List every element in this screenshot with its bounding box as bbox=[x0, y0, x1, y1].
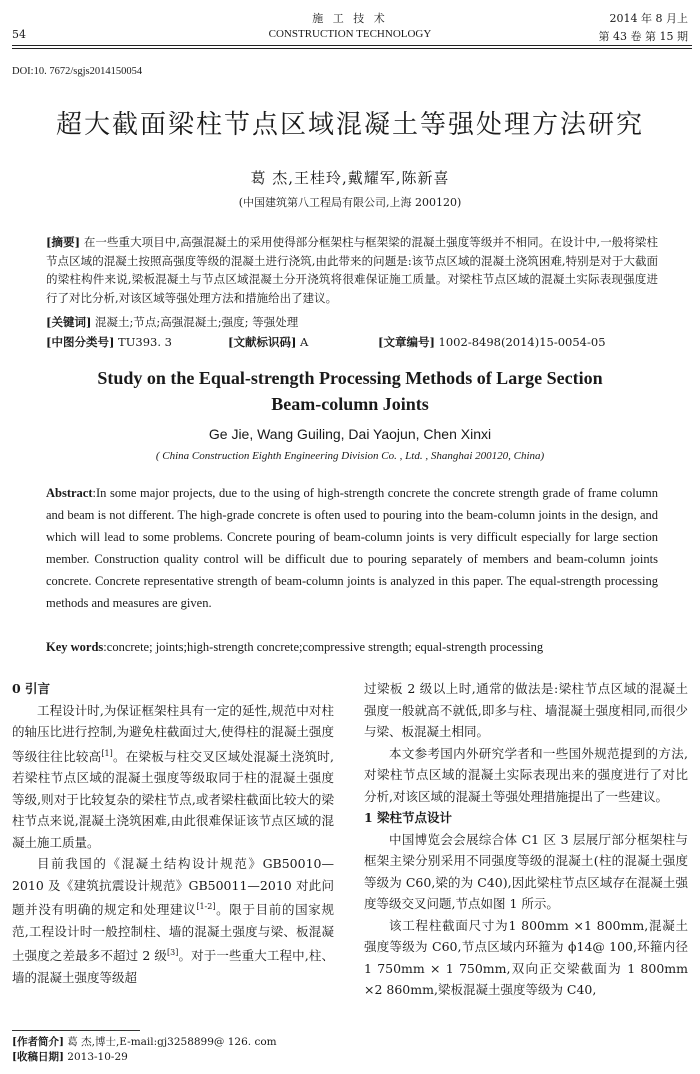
citation-1-2: [1-2] bbox=[196, 902, 216, 912]
abstract-cn-label: [摘要] bbox=[46, 235, 81, 249]
doi: DOI:10. 7672/sgjs2014150054 bbox=[12, 66, 143, 77]
doc-code-value: A bbox=[300, 335, 309, 349]
right-paragraph-1: 过梁板 2 级以上时,通常的做法是:梁柱节点区域的混凝土强度一般就高不就低,即多与柱、墙混凝土强度相同,而很少与梁、板混凝土相同。 bbox=[364, 681, 688, 739]
footnote-author-label: [作者简介] bbox=[12, 1036, 64, 1048]
footnote-received-text: 2013-10-29 bbox=[67, 1051, 128, 1063]
clc-value: TU393. 3 bbox=[118, 335, 172, 349]
intro-p2-b: 。限于目前的国家规范,工程设计时一般控制柱、墙的混凝土强度与梁、板混凝土强度之差最多不超过 2 级 bbox=[12, 902, 334, 964]
journal-name-cn: 施 工 技 术 bbox=[312, 12, 388, 25]
footnote-received bbox=[12, 1050, 334, 1065]
section-0-title: 0 引言 bbox=[12, 681, 51, 696]
abstract-en-label: Abstract bbox=[46, 486, 93, 500]
clc-label: [中图分类号] bbox=[46, 335, 115, 349]
doc-code-label: [文献标识码] bbox=[228, 335, 297, 349]
keywords-cn-text: 混凝土;节点;高强混凝土;强度; 等强处理 bbox=[95, 315, 299, 329]
issue-date: 2014 年 8 月上 bbox=[609, 12, 688, 25]
authors-cn: 葛 杰,王桂玲,戴耀军,陈新喜 bbox=[250, 169, 450, 187]
article-number bbox=[378, 334, 606, 350]
right-paragraph-2: 本文参考国内外研究学者和一些国外规范提到的方法,对梁柱节点区域的混凝土实际表现出来的强度进行了对比分析,对该区域的混凝土等强处理措施提出了一些建议。 bbox=[364, 745, 688, 804]
right-column bbox=[364, 678, 688, 1001]
abstract-cn-text: 在一些重大项目中,高强混凝土的采用使得部分框架柱与框架梁的混凝土强度等级并不相同。在设计中,一般将梁柱节点区域的混凝土按照高强度等级的混凝土进行浇筑,由此带来的问题是:该节点区域的混凝土浇筑困难,特别是对于大截面的梁柱构件来说,梁板混凝土与节点区域混凝土分开浇筑将很难保证施工质量。对梁柱节点区域的混凝土实际表现强度进行了对比分析,对该区域等强处理方法和措施给出了建议。 bbox=[46, 235, 659, 305]
keywords-en-text: :concrete; joints;high-strength concrete;compressive strength; equal-strength processing bbox=[103, 640, 544, 654]
title-en-line2: Beam-column Joints bbox=[271, 394, 429, 414]
intro-paragraph-1 bbox=[12, 700, 334, 854]
affiliation-en: ( China Construction Eighth Engineering Division Co. , Ltd. , Shanghai 200120, China) bbox=[155, 450, 545, 462]
footnote-rule bbox=[12, 1030, 140, 1031]
intro-paragraph-2 bbox=[12, 853, 334, 988]
keywords-en bbox=[46, 636, 658, 658]
keywords-cn-label: [关键词] bbox=[46, 315, 92, 329]
authors-en: Ge Jie, Wang Guiling, Dai Yaojun, Chen Xinxi bbox=[208, 426, 492, 442]
title-cn: 超大截面梁柱节点区域混凝土等强处理方法研究 bbox=[55, 110, 644, 140]
left-column bbox=[12, 678, 334, 988]
citation-1: [1] bbox=[101, 748, 113, 758]
section-1-title: 1 梁柱节点设计 bbox=[364, 810, 453, 825]
intro-p2-a: 目前我国的《混凝土结构设计规范》GB50010—2010 及《建筑抗震设计规范》GB50011—2010 对此问题并没有明确的规定和处理建议 bbox=[12, 856, 334, 918]
article-number-label: [文章编号] bbox=[378, 335, 435, 349]
right-paragraph-3: 中国博览会会展综合体 C1 区 3 层展厅部分框架柱与框架主梁分别采用不同强度等级的混凝土(柱的混凝土强度等级为 C60,梁的为 C40),因此梁柱节点区域存在混凝土强度等级交叉问题,节点如图 1 所示。 bbox=[364, 831, 688, 911]
article-number-value: 1002-8498(2014)15-0054-05 bbox=[438, 335, 606, 349]
footnote-author-text: 葛 杰,博士,E-mail:gj3258899@ 126. com bbox=[67, 1036, 277, 1048]
citation-3: [3] bbox=[167, 948, 179, 958]
abstract-cn bbox=[46, 233, 658, 307]
issue-volume: 第 43 卷 第 15 期 bbox=[598, 30, 688, 43]
abstract-en-text: :In some major projects, due to the using of high-strength concrete the concrete strength grade of frame column and beam is not different. The high-grade concrete is often used to pouring into the beam-column joints in the design, and which will lead to some problems. Concrete pouring of beam-column joints is very difficult especially for large section member. Construction quality control will be difficult due to pouring separately of members and beam-column joints concrete. Concrete representative strength of beam-column joints is analyzed in this paper. The equal-strength processing methods and measures are given. bbox=[46, 486, 658, 610]
footnote-received-label: [收稿日期] bbox=[12, 1051, 64, 1063]
intro-p1-b: 。在梁板与柱交叉区域处混凝土浇筑时,若梁柱节点区域的混凝土强度等级取同于柱的混凝土强度等级,则对于比较复杂的梁柱节点,或者梁柱截面比较大的梁柱节点来说,混凝土浇筑困难,由此很难保证该节点区域的混凝土施工质量。 bbox=[12, 748, 334, 850]
footnote bbox=[12, 1035, 334, 1065]
page-number: 54 bbox=[12, 28, 26, 41]
keywords-cn bbox=[46, 314, 298, 330]
header-rule-2 bbox=[12, 48, 692, 49]
abstract-en bbox=[46, 482, 658, 614]
intro-p2-c: 。对于一些重大工程中,柱、墙的混凝土强度等级超 bbox=[12, 948, 334, 985]
intro-p1-a: 工程设计时,为保证框架柱具有一定的延性,规范中对柱的轴压比进行控制,为避免柱截面过大,使得柱的混凝土强度等级往往比较高 bbox=[12, 702, 334, 764]
footnote-author bbox=[12, 1035, 334, 1050]
title-en-line1: Study on the Equal-strength Processing Methods of Large Section bbox=[97, 368, 603, 388]
keywords-en-label: Key words bbox=[46, 640, 104, 654]
journal-name-en: CONSTRUCTION TECHNOLOGY bbox=[268, 28, 432, 40]
affiliation-cn: (中国建筑第八工程局有限公司,上海 200120) bbox=[238, 196, 462, 209]
header-rule bbox=[12, 45, 692, 46]
document-code bbox=[228, 334, 308, 350]
clc-number bbox=[46, 334, 172, 350]
right-paragraph-4: 该工程柱截面尺寸为1 800mm ×1 800mm,混凝土强度等级为 C60,节点区域内环箍为 ϕ14@ 100,环箍内径1 750mm × 1 750mm,双向正交梁截面为 1 800mm ×2 860mm,梁板混凝土强度等级为 C40, bbox=[364, 917, 688, 997]
